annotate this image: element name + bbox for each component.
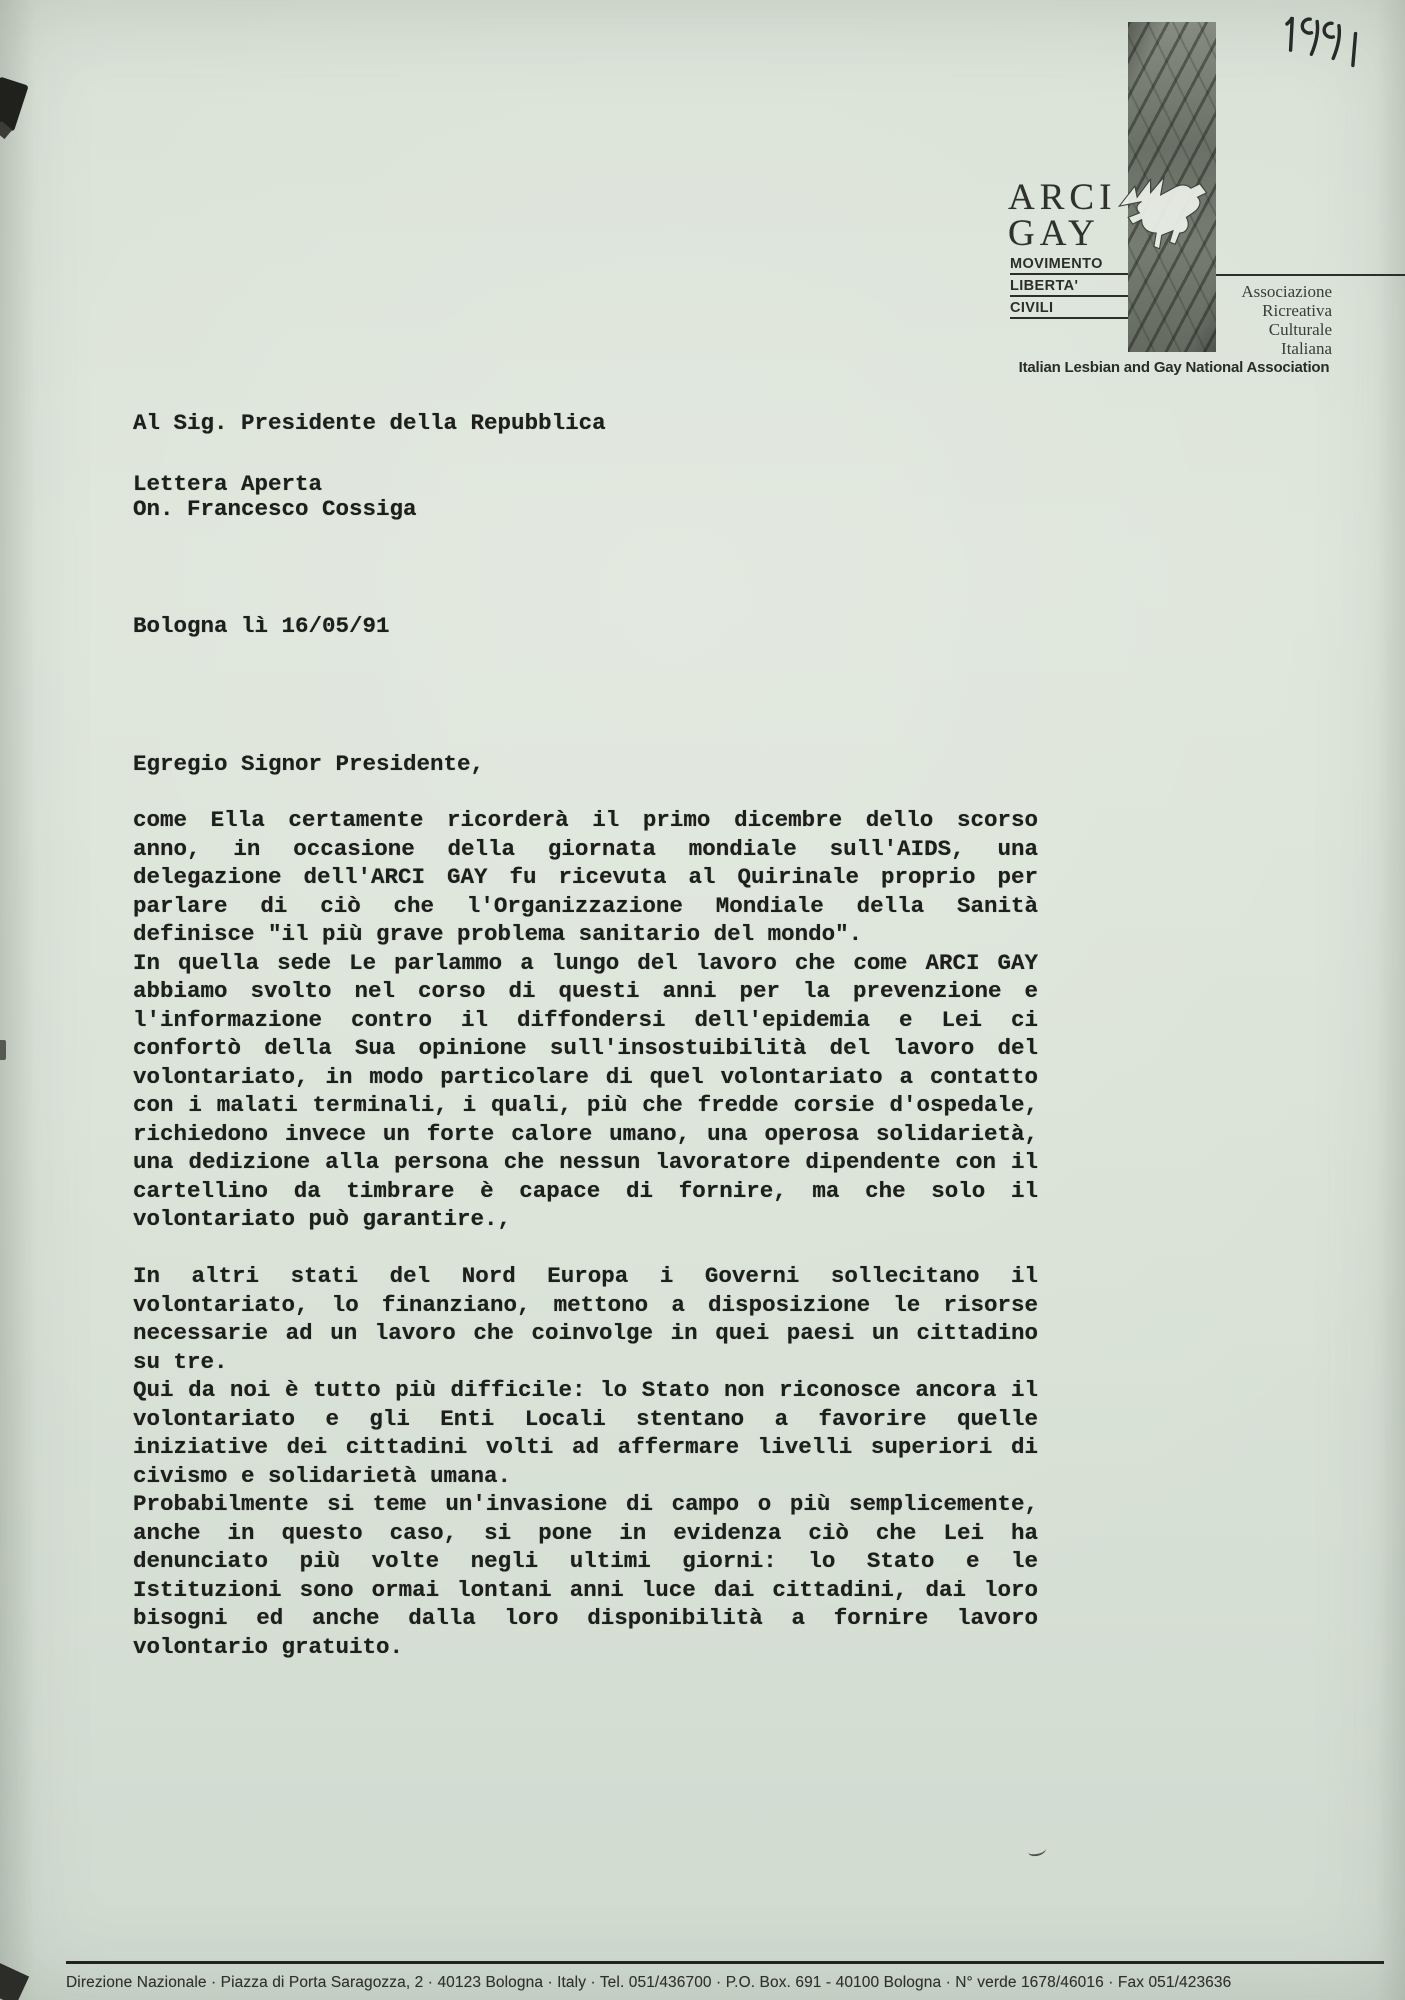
recipient-block (133, 352, 606, 580)
scan-edge-mark (0, 1040, 6, 1060)
recipient-line: Al Sig. Presidente della Repubblica (133, 410, 606, 436)
letter-line: come Ella certamente ricorderà il primo dicembre dello scorso (133, 807, 1038, 833)
association-word: Italiana (1281, 339, 1332, 358)
recipient-line: On. Francesco Cossiga (133, 495, 417, 522)
letter-line: su tre. (133, 1348, 228, 1375)
letter-line: cartellino da timbrare è capace di fornire, ma che solo il (133, 1177, 1038, 1204)
letter-line: iniziative dei cittadini volti ad affermare livelli superiori di (133, 1434, 1038, 1460)
letterhead-movement-words (1010, 256, 1128, 322)
association-word: Culturale (1268, 320, 1332, 339)
dateline: Bologna lì 16/05/91 (133, 613, 390, 639)
letterhead-subtitle: Italian Lesbian and Gay National Association (1018, 359, 1330, 376)
letter-line: bisogni ed anche dalla loro disponibilità a fornire lavoro (133, 1605, 1038, 1631)
letter-type: Lettera Aperta (133, 471, 323, 497)
association-word: Associazione (1241, 282, 1332, 301)
letter-line: In quella sede Le parlammo a lungo del lavoro che come ARCI GAY (133, 949, 1038, 976)
footer-rule (66, 1961, 1384, 1964)
letter-line: parlare di ciò che l'Organizzazione Mondiale della Sanità (133, 892, 1038, 919)
movement-word: MOVIMENTO (1010, 256, 1128, 275)
letter-line: abbiamo svolto nel corso di questi anni per la prevenzione e (133, 978, 1038, 1004)
brand-gay: GAY (1008, 213, 1100, 254)
pen-squiggle-mark (1027, 1844, 1046, 1857)
letter-line: volontario gratuito. (133, 1633, 404, 1660)
letter-line: necessarie ad un lavoro che coinvolge in quei paesi un cittadino (133, 1320, 1038, 1346)
movement-word: CIVILI (1010, 300, 1128, 319)
letter-line: civismo e solidarietà umana. (133, 1462, 512, 1489)
letter-line: definisce "il più grave problema sanitario del mondo". (133, 921, 863, 947)
letter-line: volontariato, in modo particolare di quel volontariato a contatto (133, 1063, 1038, 1090)
letter-line: una dedizione alla persona che nessun lavoratore dipendente con il (133, 1149, 1038, 1175)
scan-edge-mark (0, 1962, 29, 2000)
letter-line: delegazione dell'ARCI GAY fu ricevuta al Quirinale proprio per (133, 864, 1038, 890)
letterhead-divider-line (1216, 274, 1405, 276)
handwritten-year-1991 (1277, 12, 1376, 75)
letter-line: Probabilmente si teme un'invasione di campo o più semplicemente, (133, 1491, 1038, 1517)
letter-line: anche in questo caso, si pone in evidenza ciò che Lei ha (133, 1519, 1038, 1546)
paragraph (133, 806, 1038, 1234)
letter-line: denunciato più volte negli ultimi giorni: lo Stato e le (133, 1548, 1038, 1574)
letter-line: con i malati terminali, i quali, più che fredde corsie d'ospedale, (133, 1092, 1038, 1118)
salutation: Egregio Signor Presidente, (133, 751, 485, 777)
letterhead-association-words (1160, 282, 1332, 358)
brand-arci: ARCI (1008, 177, 1117, 218)
letter-line: In altri stati del Nord Europa i Governi sollecitano il (133, 1263, 1038, 1289)
letter-line: richiedono invece un forte calore umano, una operosa solidarietà, (133, 1120, 1038, 1147)
letter-line: Istituzioni sono ormai lontani anni luce dai cittadini, dai loro (133, 1576, 1038, 1603)
letter-line: volontariato e gli Enti Locali stentano a favorire quelle (133, 1405, 1038, 1432)
letter-line: volontariato, lo finanziano, mettono a disposizione le risorse (133, 1291, 1038, 1318)
association-word: Ricreativa (1262, 301, 1332, 320)
letterhead-brand (1008, 177, 1126, 254)
movement-word: LIBERTA' (1010, 278, 1128, 297)
letter-body (133, 806, 1038, 1661)
letter-line: l'informazione contro il diffondersi dell'epidemia e Lei ci (133, 1006, 1038, 1033)
letter-line: Qui da noi è tutto più difficile: lo Stato non riconosce ancora il (133, 1377, 1038, 1403)
letter-line: volontariato può garantire., (133, 1206, 512, 1232)
paragraph (133, 1262, 1038, 1661)
letter-line: anno, in occasione della giornata mondiale sull'AIDS, una (133, 835, 1038, 862)
letter-line: confortò della Sua opinione sull'insostuibilità del lavoro del (133, 1035, 1038, 1061)
footer-address-line: Direzione Nazionale · Piazza di Porta Saragozza, 2 · 40123 Bologna · Italy · Tel. 051/436700 · P.O. Box. 691 - 40100 Bologna · N° verde 1678/46016 · Fax 051/423636 (66, 1974, 1232, 1991)
